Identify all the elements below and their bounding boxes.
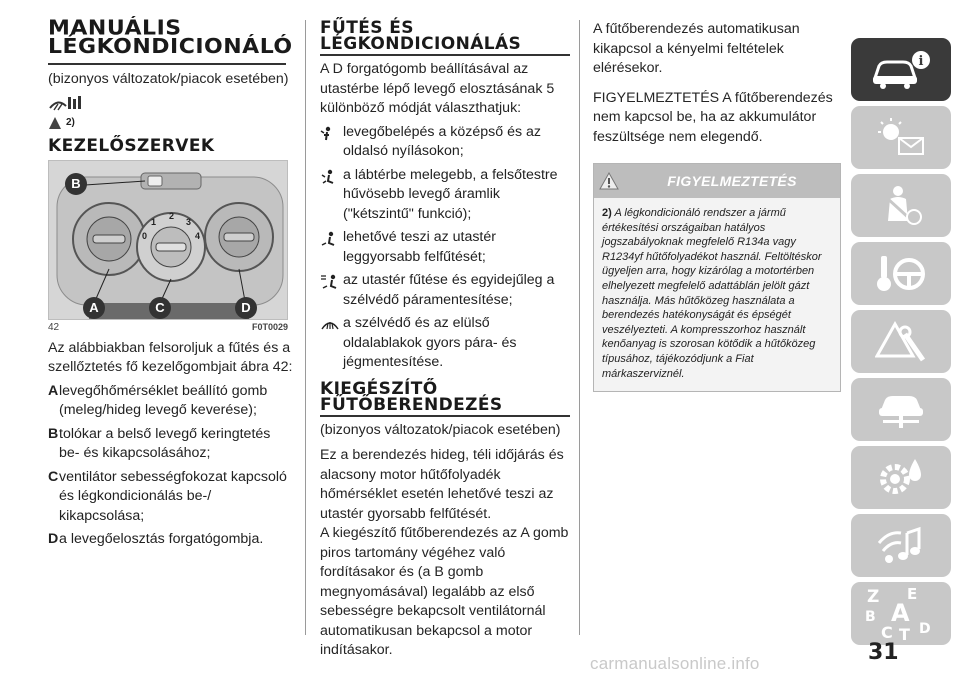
callout-b: B [65, 173, 87, 195]
heater-auto-off-text: A fűtőberendezés automatikusan kikapcsol a kényelmi feltételek elérésekor. [593, 21, 800, 76]
distribution-intro: A D forgatógomb beállításával az utastérbe lépő levegő elosztásának 5 különböző módját választhatjuk: [320, 61, 555, 116]
title-underline [48, 63, 286, 65]
column-manual-ac [48, 17, 293, 550]
column-heating [320, 20, 570, 661]
light-envelope-icon [873, 116, 929, 160]
car-lift-icon [873, 388, 929, 432]
seatbelt-icon [876, 183, 926, 229]
mode-face-vent: levegőbelépés a középső és az oldalsó nyílásokon; [320, 123, 570, 162]
alphabet-index-icon: Z E A B C D T [865, 584, 931, 644]
control-panel-figure [48, 160, 288, 320]
gear-drop-icon [873, 455, 929, 501]
controls-heading: KEZELŐSZERVEK [48, 135, 215, 156]
title-underline [320, 415, 570, 417]
fan-tick-1: 1 [151, 216, 157, 227]
warning-body: 2) A légkondicionáló rendszer a jármű értékesítési országaiban hatályos jogszabályoknak megfelelő R134a vagy R1234yf hűtőfolyadékot használ. Feltöltéskor ügyeljen arra, hogy kizárólag a motortérben elhelyezett megfelelő adattáblán jelölt gázt használja. Más hűtőközeg használata a berendezés hatékonyságát és épségét veszélyezteti. A kompresszorhoz használt kenőanyag is szorosan kötődik a hűtőközeg típusához, tájékozódjunk a Fiat márkaszerviznél. [602, 207, 822, 380]
fan-tick-2: 2 [169, 210, 175, 221]
key-steering-icon [873, 252, 929, 296]
section-title-heating: FŰTÉS ÉS LÉGKONDICIONÁLÁS [320, 18, 522, 54]
callout-a: A [83, 297, 105, 319]
heater-battery-note: FIGYELMEZTETÉS A fűtőberendezés nem kapcsol be, ha az akkumulátor feszültsége nem elegendő. [593, 89, 833, 145]
footer-watermark: carmanualsonline.info [590, 654, 760, 673]
section-title-aux-heater: KIEGÉSZÍTŐ FŰTŐBERENDEZÉS [320, 378, 503, 415]
fan-tick-3: 3 [186, 216, 192, 227]
warning-wrench-icon [875, 320, 927, 364]
warning-triangle-icon [48, 116, 62, 130]
legend-item-c: C ventilátor sebességfokozat kapcsoló és légkondicionálás be-/ kikapcsolása; [48, 468, 287, 524]
fan-tick-4: 4 [195, 230, 201, 241]
windshield-defrost-icon [320, 314, 343, 373]
column-heater-notes [593, 20, 841, 392]
tab-driving[interactable] [851, 242, 951, 305]
ac-icon [48, 94, 293, 114]
music-signal-icon [873, 523, 929, 569]
mode-foot-vent: lehetővé teszi az utastér leggyorsabb felfűtését; [320, 228, 570, 267]
mode-windshield-defrost: a szélvédő és az elülső oldalablakok gyors pára- és jégmentesítése. [320, 314, 570, 373]
version-note: (bizonyos változatok/piacok esetében) [48, 71, 289, 87]
callout-d: D [235, 297, 257, 319]
warning-title: FIGYELMEZTETÉS [667, 173, 797, 189]
aux-paragraph-1: Ez a berendezés hideg, téli időjárás és alacsony motor hűtőfolyadék hőmérséklet esetén lehetővé teszi az utastér gyorsabb felfűtését. [320, 447, 564, 522]
bilevel-icon [320, 166, 343, 225]
callout-c: C [149, 297, 171, 319]
warning-box [593, 163, 841, 392]
warning-header [594, 164, 840, 198]
figure-code: F0T0029 [251, 321, 288, 332]
tab-technical-data[interactable] [851, 446, 951, 509]
chapter-tabs [851, 38, 951, 650]
tab-multimedia[interactable] [851, 514, 951, 577]
tab-emergency[interactable] [851, 310, 951, 373]
section-title-manual-ac: MANUÁLIS LÉGKONDICIONÁLÓ [48, 17, 293, 59]
page-number: 31 [868, 640, 899, 665]
foot-vent-icon [320, 228, 343, 267]
svg-text:i: i [918, 53, 924, 69]
legend-item-d: D a levegőelosztás forgatógombja. [48, 531, 264, 547]
title-underline [320, 54, 570, 56]
column-divider [579, 20, 580, 635]
aux-paragraph-2: A kiegészítő fűtőberendezés az A gomb piros tartomány végéhez való fordításakor és (a B gomb megnyomásával) legalább az első sebességre bekapcsolt ventilátornál automatikusan bekapcsol a motor indításakor. [320, 525, 569, 658]
car-info-icon [869, 48, 933, 92]
legend-item-a: A levegőhőmérséklet beállító gomb (meleg/hideg levegő keverése); [48, 382, 268, 418]
figure-caption [48, 322, 288, 333]
tab-safety[interactable] [851, 174, 951, 237]
tab-maintenance[interactable] [851, 378, 951, 441]
mode-foot-defrost: az utastér fűtése és egyidejűleg a szélvédő páramentesítése; [320, 271, 570, 310]
mode-bilevel: a lábtérbe melegebb, a felsőtestre hűvösebb levegő áramlik ("kétszintű" funkció); [320, 166, 570, 225]
foot-defrost-icon [320, 271, 343, 310]
hazard-triangle-icon [594, 164, 624, 198]
controls-intro: Az alábbiakban felsoroljuk a fűtés és a szellőztetés fő kezelőgombjait ábra 42: [48, 339, 293, 375]
legend-item-b: B tolókar a belső levegő keringtetés be- és kikapcsolásához; [48, 425, 271, 461]
tab-car-info[interactable] [851, 38, 951, 101]
tab-lights-warnings[interactable] [851, 106, 951, 169]
fan-tick-0: 0 [142, 230, 148, 241]
face-vent-icon [320, 123, 343, 162]
warning-reference: 2) [48, 116, 293, 130]
aux-version-note: (bizonyos változatok/piacok esetében) [320, 421, 561, 438]
figure-number: 42 [48, 321, 60, 333]
tab-index[interactable] [851, 582, 951, 645]
column-divider [305, 20, 306, 635]
